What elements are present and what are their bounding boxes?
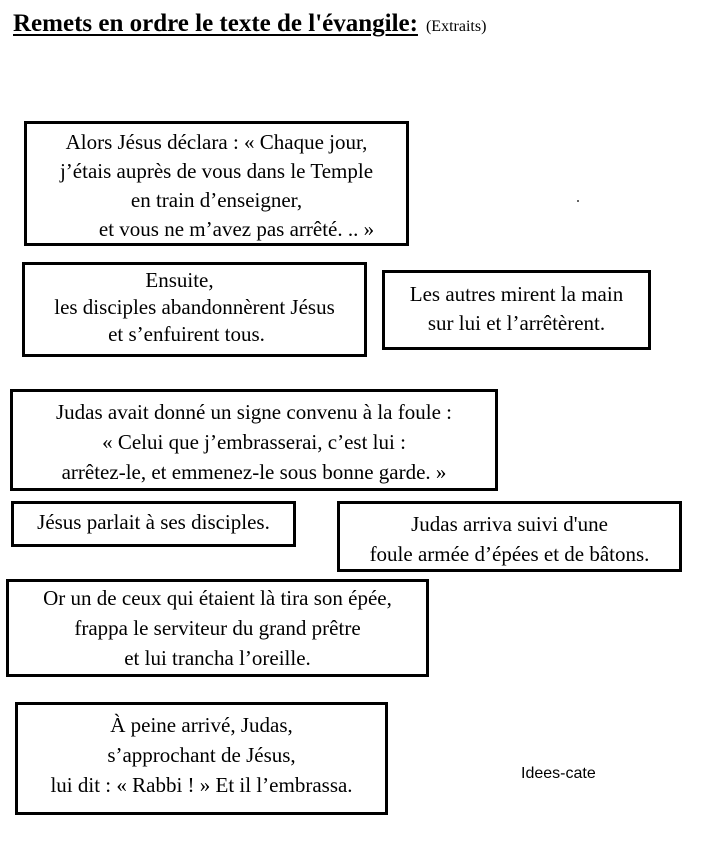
- card-a-peine[interactable]: [15, 702, 388, 815]
- card-judas-signe[interactable]: [10, 389, 498, 491]
- card-line: Les autres mirent la main: [409, 282, 624, 306]
- card-line: Ensuite,: [145, 268, 214, 292]
- card-line: les disciples abandonnèrent Jésus: [54, 295, 335, 319]
- card-line: lui dit : « Rabbi ! » Et il l’embrassa.: [50, 773, 353, 797]
- card-judas-arriva[interactable]: [337, 501, 682, 572]
- card-line: Alors Jésus déclara : « Chaque jour,: [65, 130, 368, 154]
- card-ensuite[interactable]: [22, 262, 367, 357]
- card-les-autres[interactable]: [382, 270, 651, 350]
- title-subtitle: (Extraits): [425, 18, 487, 35]
- card-line: Judas avait donné un signe convenu à la foule :: [56, 400, 452, 424]
- card-line: Or un de ceux qui étaient là tira son épée,: [43, 586, 392, 610]
- card-line: arrêtez-le, et emmenez-le sous bonne garde. »: [61, 460, 447, 484]
- stray-dot: [577, 200, 579, 202]
- card-line: À peine arrivé, Judas,: [110, 713, 293, 737]
- card-line: Jésus parlait à ses disciples.: [37, 510, 270, 534]
- card-line: « Celui que j’embrasserai, c’est lui :: [102, 430, 406, 454]
- page-title: [13, 10, 486, 38]
- card-jesus-parlait[interactable]: [11, 501, 296, 547]
- card-line: en train d’enseigner,: [130, 188, 303, 212]
- card-line: et vous ne m’avez pas arrêté. .. »: [98, 217, 375, 241]
- card-line: et lui trancha l’oreille.: [124, 646, 311, 670]
- credit-label: Idees-cate: [521, 765, 596, 782]
- card-line: j’étais auprès de vous dans le Temple: [59, 159, 374, 183]
- card-line: frappa le serviteur du grand prêtre: [74, 616, 361, 640]
- card-line: sur lui et l’arrêtèrent.: [427, 311, 606, 335]
- card-line: s’approchant de Jésus,: [107, 743, 296, 767]
- card-line: Judas arriva suivi d'une: [411, 512, 608, 536]
- card-or-un[interactable]: [6, 579, 429, 677]
- card-line: et s’enfuirent tous.: [108, 322, 265, 346]
- title-main: Remets en ordre le texte de l'évangile:: [13, 10, 418, 37]
- card-line: foule armée d’épées et de bâtons.: [369, 542, 650, 566]
- card-alors-jesus[interactable]: [24, 121, 409, 246]
